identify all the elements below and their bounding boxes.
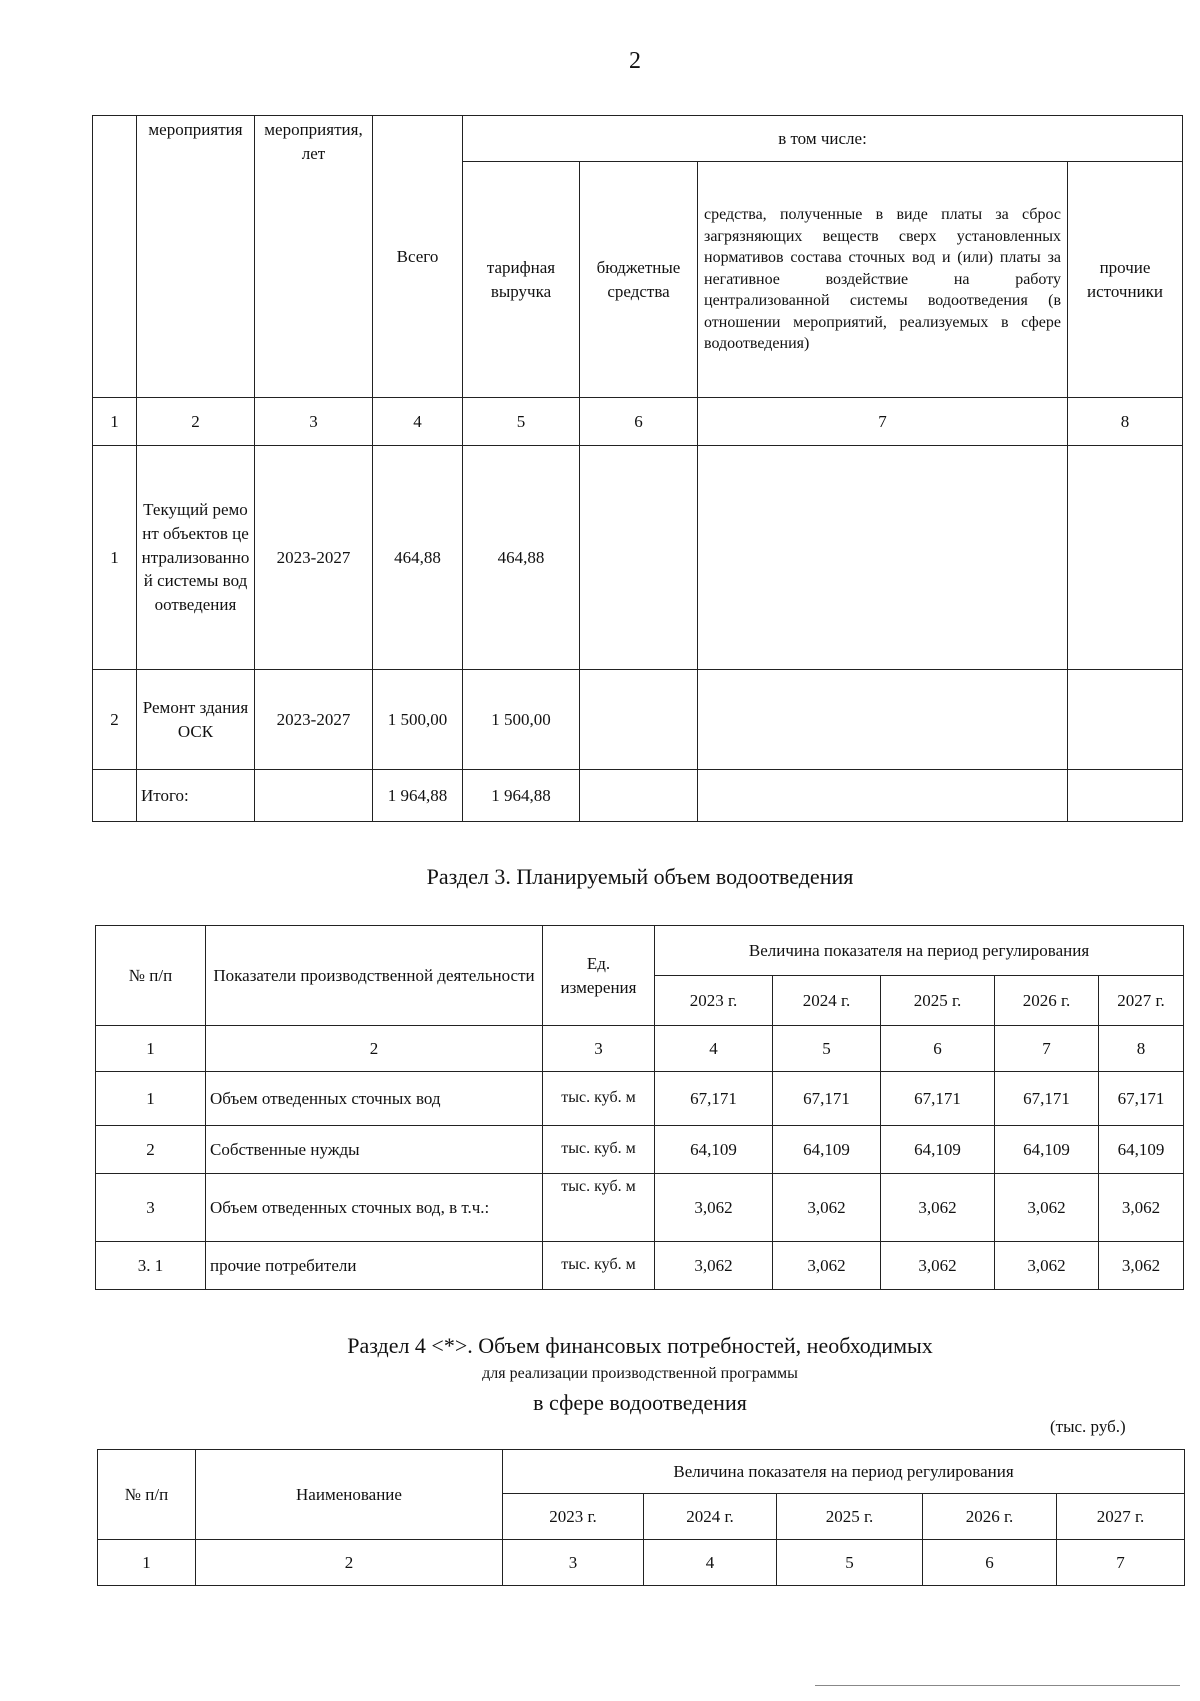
header-year: 2023 г.: [655, 976, 773, 1026]
table-row: [96, 1242, 1184, 1290]
row-budget: [580, 670, 698, 770]
header-year: 2024 г.: [773, 976, 881, 1026]
row-num: 2: [96, 1126, 206, 1174]
row-value: 3,062: [881, 1174, 995, 1242]
table-row: [96, 1072, 1184, 1126]
row-value: 64,109: [655, 1126, 773, 1174]
col-number: 1: [96, 1026, 206, 1072]
row-num: 1: [96, 1072, 206, 1126]
section3-title: Раздел 3. Планируемый объем водоотведения: [426, 864, 854, 889]
col-number: 6: [580, 398, 698, 446]
row-value: 3,062: [995, 1242, 1099, 1290]
row-num: 2: [93, 670, 137, 770]
row-num: 3: [96, 1174, 206, 1242]
col-number: 2: [196, 1540, 503, 1586]
row-fees: [698, 670, 1068, 770]
row-name: Ремонт здания ОСК: [137, 670, 255, 770]
col-number: 7: [995, 1026, 1099, 1072]
row-value: 3,062: [655, 1242, 773, 1290]
row-num: [93, 770, 137, 822]
bottom-divider: [815, 1685, 1180, 1686]
header-value: Величина показателя на период регулирования: [655, 926, 1184, 976]
table-row: [93, 446, 1183, 670]
col-number: 7: [1057, 1540, 1185, 1586]
row-value: 3,062: [1099, 1174, 1184, 1242]
row-fees: [698, 770, 1068, 822]
row-budget: [580, 446, 698, 670]
col-number: 7: [698, 398, 1068, 446]
col-number: 6: [923, 1540, 1057, 1586]
row-value: 67,171: [881, 1072, 995, 1126]
row-value: 64,109: [773, 1126, 881, 1174]
col-number: 3: [255, 398, 373, 446]
col-number: 1: [98, 1540, 196, 1586]
row-period: [255, 770, 373, 822]
row-other: [1068, 670, 1183, 770]
header-year: 2023 г.: [503, 1494, 644, 1540]
activities-financing-table: [92, 115, 1183, 822]
row-unit: тыс. куб. м: [543, 1242, 655, 1290]
page-number: 2: [629, 48, 641, 74]
col-number: 2: [137, 398, 255, 446]
row-value: 3,062: [773, 1174, 881, 1242]
row-tariff: 464,88: [463, 446, 580, 670]
row-total: 464,88: [373, 446, 463, 670]
row-unit: тыс. куб. м: [543, 1126, 655, 1174]
row-value: 67,171: [773, 1072, 881, 1126]
row-name: Текущий ремонт объектов централизованной системы водоотведения: [137, 446, 255, 670]
header-name: Наименование: [196, 1450, 503, 1540]
row-value: 67,171: [995, 1072, 1099, 1126]
header-year: 2025 г.: [777, 1494, 923, 1540]
row-value: 3,062: [655, 1174, 773, 1242]
header-num-cell: [93, 116, 137, 398]
header-other: прочие источники: [1068, 162, 1183, 398]
row-num: 3. 1: [96, 1242, 206, 1290]
row-value: 67,171: [1099, 1072, 1184, 1126]
header-indicator: Показатели производственной деятельности: [206, 926, 543, 1026]
header-activity-period: мероприятия, лет: [255, 116, 373, 398]
col-number: 5: [777, 1540, 923, 1586]
col-number: 4: [655, 1026, 773, 1072]
row-name: Собственные нужды: [206, 1126, 543, 1174]
row-name: прочие потребители: [206, 1242, 543, 1290]
col-number: 5: [773, 1026, 881, 1072]
header-tariff: тарифная выручка: [463, 162, 580, 398]
section4-title-line1: Раздел 4 <*>. Объем финансовых потребностей, необходимых: [347, 1333, 933, 1358]
row-unit: тыс. куб. м: [543, 1174, 655, 1242]
row-period: 2023-2027: [255, 670, 373, 770]
col-number: 1: [93, 398, 137, 446]
row-unit: тыс. куб. м: [543, 1072, 655, 1126]
table-row: [96, 1126, 1184, 1174]
col-number: 4: [373, 398, 463, 446]
row-value: 3,062: [881, 1242, 995, 1290]
row-fees: [698, 446, 1068, 670]
row-name: Объем отведенных сточных вод, в т.ч.:: [206, 1174, 543, 1242]
header-year: 2027 г.: [1057, 1494, 1185, 1540]
row-num: 1: [93, 446, 137, 670]
col-number: 8: [1099, 1026, 1184, 1072]
header-num: № п/п: [98, 1450, 196, 1540]
col-number: 3: [503, 1540, 644, 1586]
row-value: 3,062: [995, 1174, 1099, 1242]
wastewater-volume-table: [95, 925, 1184, 1290]
row-budget: [580, 770, 698, 822]
header-year: 2026 г.: [995, 976, 1099, 1026]
row-period: 2023-2027: [255, 446, 373, 670]
col-number: 2: [206, 1026, 543, 1072]
section4-title-line2: для реализации производственной программы: [482, 1365, 798, 1382]
header-budget: бюджетные средства: [580, 162, 698, 398]
header-year: 2027 г.: [1099, 976, 1184, 1026]
row-other: [1068, 446, 1183, 670]
header-including: в том числе:: [463, 116, 1183, 162]
row-value: 67,171: [655, 1072, 773, 1126]
header-year: 2024 г.: [644, 1494, 777, 1540]
col-number: 5: [463, 398, 580, 446]
header-year: 2026 г.: [923, 1494, 1057, 1540]
header-total: Всего: [373, 116, 463, 398]
header-num: № п/п: [96, 926, 206, 1026]
row-value: 3,062: [773, 1242, 881, 1290]
col-number: 8: [1068, 398, 1183, 446]
row-value: 3,062: [1099, 1242, 1184, 1290]
section4-title-line3: в сфере водоотведения: [533, 1390, 747, 1415]
row-name: Объем отведенных сточных вод: [206, 1072, 543, 1126]
header-activity-name: мероприятия: [137, 116, 255, 398]
row-value: 64,109: [881, 1126, 995, 1174]
row-other: [1068, 770, 1183, 822]
row-total: 1 500,00: [373, 670, 463, 770]
header-fees: средства, полученные в виде платы за сброс загрязняющих веществ сверх установленных нормативов состава сточных вод и (или) платы за негативное воздействие на работу централизованной системы водоотведения (в отношении мероприятий, реализуемых в сфере водоотведения): [698, 162, 1068, 398]
col-number: 6: [881, 1026, 995, 1072]
header-year: 2025 г.: [881, 976, 995, 1026]
row-name: Итого:: [137, 770, 255, 822]
header-value: Величина показателя на период регулирования: [503, 1450, 1185, 1494]
header-unit: Ед. измерения: [543, 926, 655, 1026]
financial-needs-table: [97, 1449, 1185, 1586]
table-row-total: [93, 770, 1183, 822]
row-value: 64,109: [1099, 1126, 1184, 1174]
table-row: [93, 670, 1183, 770]
row-value: 64,109: [995, 1126, 1099, 1174]
row-tariff: 1 964,88: [463, 770, 580, 822]
table-row: [96, 1174, 1184, 1242]
col-number: 4: [644, 1540, 777, 1586]
row-total: 1 964,88: [373, 770, 463, 822]
unit-note: (тыс. руб.): [1050, 1417, 1126, 1436]
row-tariff: 1 500,00: [463, 670, 580, 770]
col-number: 3: [543, 1026, 655, 1072]
